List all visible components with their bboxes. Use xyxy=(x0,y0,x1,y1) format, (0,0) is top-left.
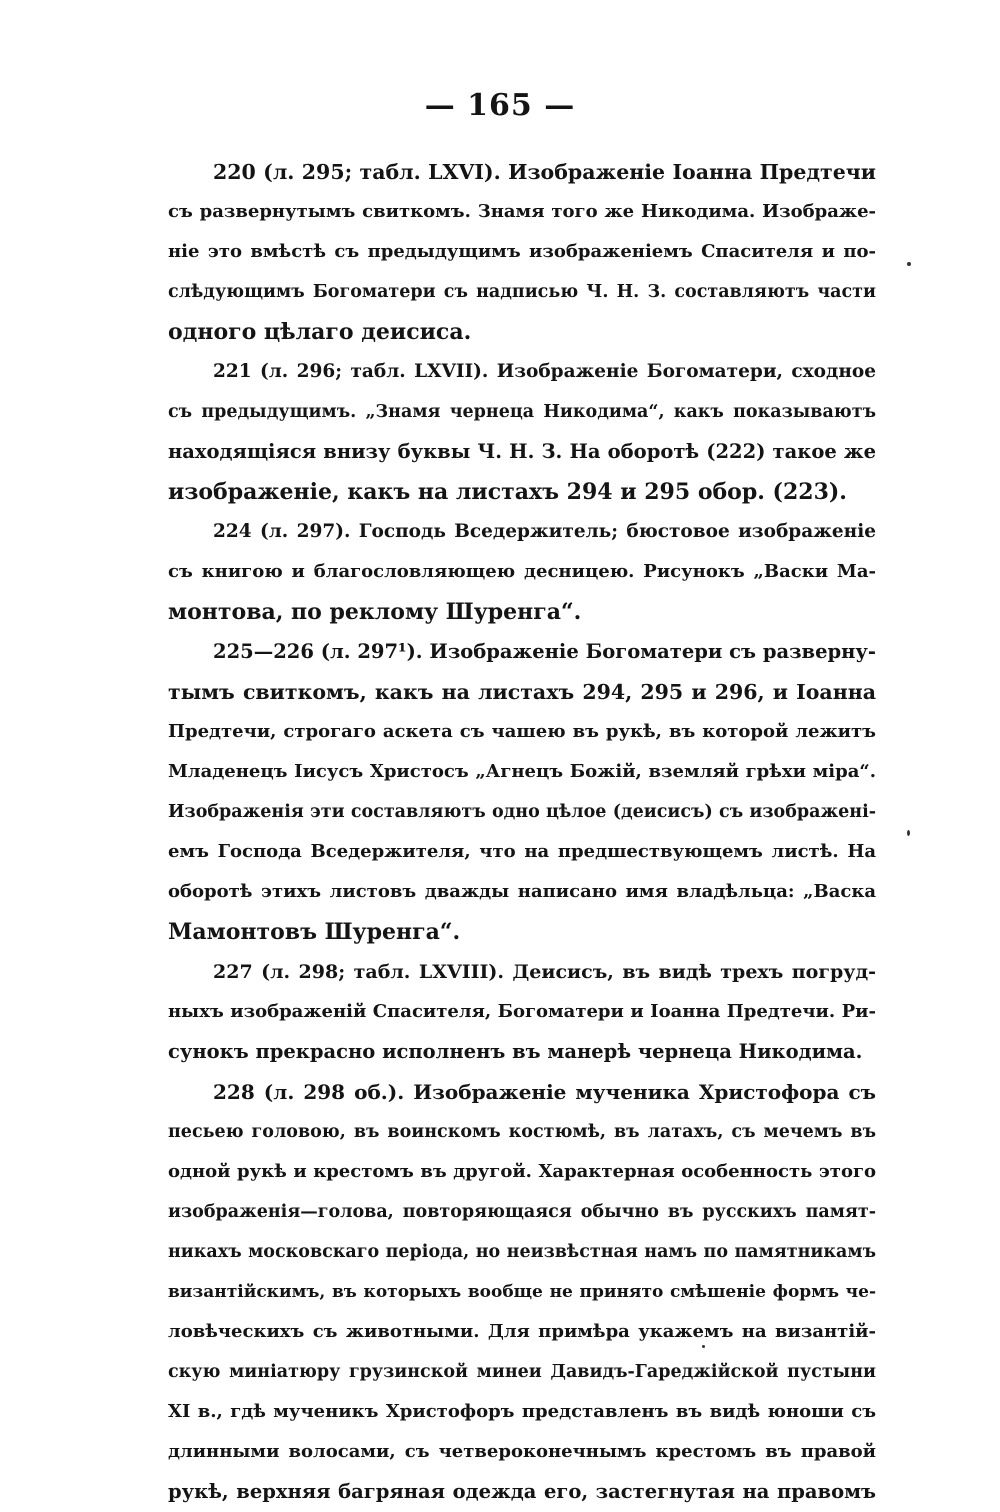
text-line: Мамонтовъ Шуренга“. xyxy=(168,919,461,945)
text-line: 228 (л. 298 об.). Изображеніе мученика Христофора съ xyxy=(213,1080,876,1104)
paragraph-225-226 xyxy=(168,632,876,952)
text-line: Предтечи, строгаго аскета съ чашею въ рукѣ, въ которой лежитъ xyxy=(168,721,876,742)
text-line: скую миніатюру грузинской минеи Давидъ-Гареджійской пустыни xyxy=(168,1362,876,1382)
body-text xyxy=(168,152,876,1512)
text-line: 224 (л. 297). Господь Вседержитель; бюстовое изображеніе xyxy=(213,521,876,542)
text-line: съ предыдущимъ. „Знамя чернеца Никодима“, какъ показываютъ xyxy=(168,402,876,422)
text-line: монтова, по реклому Шуренга“. xyxy=(168,599,582,625)
paragraph-227 xyxy=(168,952,876,1072)
text-line: ловѣческихъ съ животными. Для примѣра укажемъ на византій- xyxy=(168,1321,876,1342)
text-line: слѣдующимъ Богоматери съ надписью Ч. Н. З. составляютъ части xyxy=(168,282,876,302)
text-line: ніе это вмѣстѣ съ предыдущимъ изображеніемъ Спасителя и по- xyxy=(168,241,876,262)
scan-speck xyxy=(907,262,911,266)
text-line: изображенія—голова, повторяющаяся обычно въ русскихъ памят- xyxy=(168,1202,876,1222)
paragraph-220 xyxy=(168,152,876,352)
text-line: 227 (л. 298; табл. LXVIII). Деисисъ, въ видѣ трехъ погруд- xyxy=(213,961,876,983)
text-line: изображеніе, какъ на листахъ 294 и 295 обор. (223). xyxy=(168,479,847,505)
text-line: одного цѣлаго деисиса. xyxy=(168,319,472,345)
page-number: — 165 — xyxy=(424,88,576,123)
text-line: находящіяся внизу буквы Ч. Н. З. На оборотѣ (222) такое же xyxy=(168,440,876,463)
text-line: 220 (л. 295; табл. LXVI). Изображеніе Іоанна Предтечи xyxy=(213,160,876,184)
text-line: оборотѣ этихъ листовъ дважды написано имя владѣльца: „Васка xyxy=(168,881,876,902)
paragraph-224 xyxy=(168,512,876,632)
scan-speck xyxy=(907,830,910,836)
text-line: Изображенія эти составляютъ одно цѣлое (деисисъ) съ изображені- xyxy=(168,802,876,822)
text-line: рукѣ, верхняя багряная одежда его, застегнутая на правомъ xyxy=(168,1480,876,1503)
text-line: съ книгою и благословляющею десницею. Рисунокъ „Васки Ма- xyxy=(168,561,876,582)
paragraph-228 xyxy=(168,1072,876,1512)
text-line: XI в., гдѣ мученикъ Христофоръ представленъ въ видѣ юноши съ xyxy=(168,1401,876,1422)
text-line: длинными волосами, съ четвероконечнымъ крестомъ въ правой xyxy=(168,1441,876,1462)
text-line: 221 (л. 296; табл. LXVII). Изображеніе Богоматери, сходное xyxy=(213,361,876,382)
scan-speck xyxy=(702,1345,705,1348)
text-line: емъ Господа Вседержителя, что на предшествующемъ листѣ. На xyxy=(168,841,876,862)
text-line: византійскимъ, въ которыхъ вообще не принято смѣшеніе формъ че- xyxy=(168,1282,876,1302)
text-line: песьею головою, въ воинскомъ костюмѣ, въ латахъ, съ мечемъ въ xyxy=(168,1122,876,1142)
text-line: Младенецъ Іисусъ Христосъ „Агнецъ Божій, вземляй грѣхи міра“. xyxy=(168,761,876,782)
text-line: съ развернутымъ свиткомъ. Знамя того же Никодима. Изображе- xyxy=(168,201,876,222)
paragraph-221 xyxy=(168,352,876,512)
text-line: ныхъ изображеній Спасителя, Богоматери и Іоанна Предтечи. Ри- xyxy=(168,1001,876,1022)
text-line: никахъ московскаго періода, но неизвѣстная намъ по памятникамъ xyxy=(168,1242,876,1262)
text-line: 225—226 (л. 297¹). Изображеніе Богоматери съ разверну- xyxy=(213,640,876,663)
text-line: сунокъ прекрасно исполненъ въ манерѣ чернеца Никодима. xyxy=(168,1040,863,1063)
text-line: одной рукѣ и крестомъ въ другой. Характерная особенность этого xyxy=(168,1161,876,1182)
text-line: тымъ свиткомъ, какъ на листахъ 294, 295 и 296, и Іоанна xyxy=(168,680,876,704)
